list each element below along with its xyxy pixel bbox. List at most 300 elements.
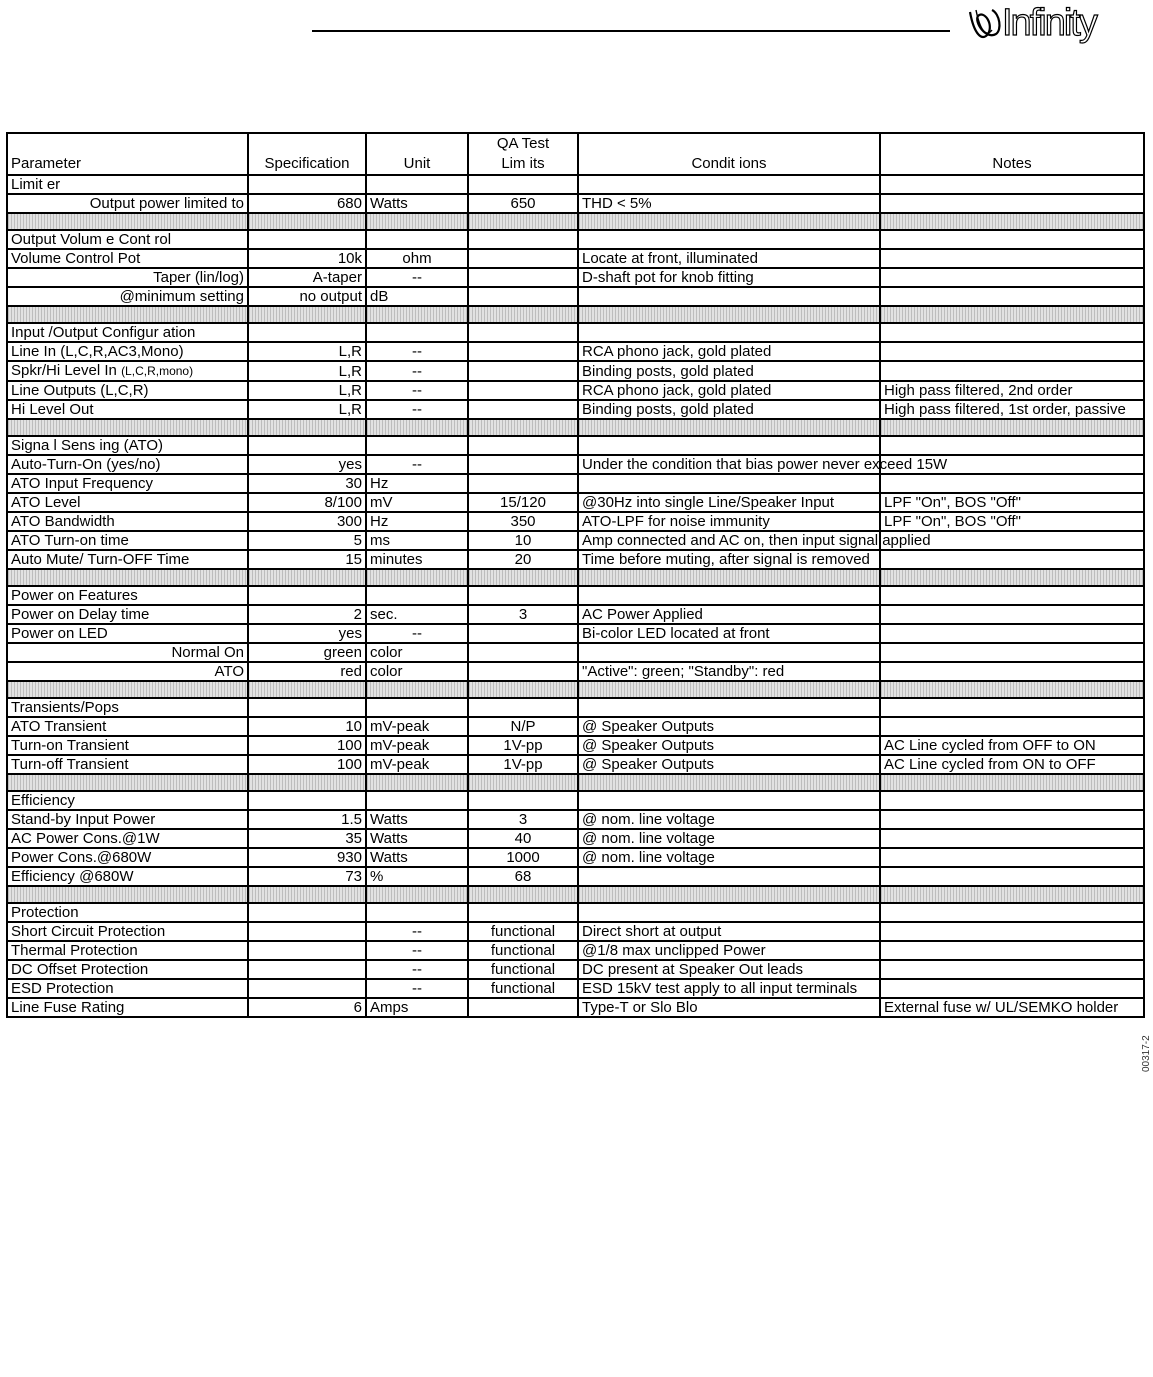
header-rule	[312, 30, 950, 32]
empty-cell	[578, 436, 880, 455]
cell-conditions: @ Speaker Outputs	[578, 736, 880, 755]
cell-specification: L,R	[248, 342, 366, 361]
cell-parameter: Line Fuse Rating	[7, 998, 248, 1017]
cell-specification: L,R	[248, 361, 366, 381]
separator-cell	[880, 569, 1144, 586]
cell-unit: --	[366, 960, 468, 979]
cell-notes: High pass filtered, 2nd order	[880, 381, 1144, 400]
cell-specification: 2	[248, 605, 366, 624]
cell-conditions: DC present at Speaker Out leads	[578, 960, 880, 979]
separator-cell	[880, 886, 1144, 903]
cell-parameter: Auto Mute/ Turn-OFF Time	[7, 550, 248, 569]
section-title: Protection	[7, 903, 248, 922]
cell-parameter: Power on Delay time	[7, 605, 248, 624]
qa-header-line2: Lim its	[501, 155, 545, 172]
separator-cell	[468, 419, 578, 436]
cell-qa-limit: 68	[468, 867, 578, 886]
cell-qa-limit: 1V-pp	[468, 736, 578, 755]
empty-cell	[578, 903, 880, 922]
empty-cell	[468, 791, 578, 810]
cell-parameter: ATO Turn-on time	[7, 531, 248, 550]
section-title: Limit er	[7, 175, 248, 194]
cell-unit: --	[366, 342, 468, 361]
cell-qa-limit	[468, 381, 578, 400]
cell-unit: Watts	[366, 848, 468, 867]
cell-notes	[880, 550, 1144, 569]
cell-notes	[880, 960, 1144, 979]
separator-cell	[880, 213, 1144, 230]
separator-cell	[366, 306, 468, 323]
empty-cell	[248, 230, 366, 249]
separator-cell	[248, 774, 366, 791]
cell-notes	[880, 194, 1144, 213]
section-separator	[7, 306, 1144, 323]
cell-notes	[880, 867, 1144, 886]
col-header-unit: Unit	[366, 133, 468, 175]
table-row	[7, 848, 1144, 867]
cell-parameter: Output power limited to	[7, 194, 248, 213]
cell-notes: AC Line cycled from OFF to ON	[880, 736, 1144, 755]
cell-parameter	[7, 361, 248, 381]
cell-unit: %	[366, 867, 468, 886]
cell-notes	[880, 268, 1144, 287]
cell-unit: Hz	[366, 512, 468, 531]
table-row	[7, 941, 1144, 960]
cell-unit: sec.	[366, 605, 468, 624]
cell-unit: dB	[366, 287, 468, 306]
empty-cell	[248, 586, 366, 605]
section-heading-row	[7, 586, 1144, 605]
empty-cell	[880, 586, 1144, 605]
cell-qa-limit: 650	[468, 194, 578, 213]
empty-cell	[366, 175, 468, 194]
table-row	[7, 287, 1144, 306]
table-row	[7, 249, 1144, 268]
empty-cell	[578, 586, 880, 605]
empty-cell	[468, 698, 578, 717]
cell-notes	[880, 848, 1144, 867]
separator-cell	[880, 306, 1144, 323]
cell-specification: 1.5	[248, 810, 366, 829]
separator-cell	[578, 886, 880, 903]
separator-cell	[880, 774, 1144, 791]
empty-cell	[578, 791, 880, 810]
cell-conditions: Time before muting, after signal is removed	[578, 550, 880, 569]
cell-specification: 5	[248, 531, 366, 550]
cell-parameter: Line In (L,C,R,AC3,Mono)	[7, 342, 248, 361]
cell-specification: 15	[248, 550, 366, 569]
cell-parameter: Short Circuit Protection	[7, 922, 248, 941]
separator-cell	[578, 213, 880, 230]
cell-qa-limit	[468, 998, 578, 1017]
cell-notes	[880, 249, 1144, 268]
separator-cell	[468, 681, 578, 698]
empty-cell	[366, 903, 468, 922]
separator-cell	[248, 681, 366, 698]
cell-specification: L,R	[248, 381, 366, 400]
cell-qa-limit: 3	[468, 605, 578, 624]
cell-qa-limit	[468, 474, 578, 493]
cell-parameter: DC Offset Protection	[7, 960, 248, 979]
table-row	[7, 381, 1144, 400]
cell-conditions: @ nom. line voltage	[578, 810, 880, 829]
section-heading-row	[7, 698, 1144, 717]
empty-cell	[366, 230, 468, 249]
cell-specification: 6	[248, 998, 366, 1017]
col-header-qa-limits	[468, 133, 578, 175]
cell-qa-limit: functional	[468, 979, 578, 998]
cell-parameter: ATO Transient	[7, 717, 248, 736]
spec-table	[6, 132, 1145, 1018]
cell-conditions: @ Speaker Outputs	[578, 755, 880, 774]
cell-qa-limit: functional	[468, 960, 578, 979]
section-separator	[7, 681, 1144, 698]
cell-notes	[880, 624, 1144, 643]
cell-qa-limit	[468, 400, 578, 419]
separator-cell	[7, 419, 248, 436]
col-header-specification: Specification	[248, 133, 366, 175]
cell-specification: 10k	[248, 249, 366, 268]
separator-cell	[7, 569, 248, 586]
cell-unit: mV-peak	[366, 736, 468, 755]
separator-cell	[7, 681, 248, 698]
cell-conditions: THD < 5%	[578, 194, 880, 213]
cell-qa-limit	[468, 287, 578, 306]
empty-cell	[248, 436, 366, 455]
cell-specification: 10	[248, 717, 366, 736]
cell-conditions	[578, 867, 880, 886]
table-row	[7, 643, 1144, 662]
separator-cell	[366, 569, 468, 586]
empty-cell	[578, 698, 880, 717]
cell-qa-limit	[468, 249, 578, 268]
section-title: Output Volum e Cont rol	[7, 230, 248, 249]
cell-specification: yes	[248, 455, 366, 474]
section-title: Signa l Sens ing (ATO)	[7, 436, 248, 455]
separator-cell	[366, 886, 468, 903]
section-separator	[7, 569, 1144, 586]
cell-specification: red	[248, 662, 366, 681]
separator-cell	[248, 419, 366, 436]
cell-notes: LPF "On", BOS "Off"	[880, 493, 1144, 512]
table-row	[7, 194, 1144, 213]
table-row	[7, 605, 1144, 624]
cell-parameter: Hi Level Out	[7, 400, 248, 419]
separator-cell	[7, 774, 248, 791]
cell-conditions: Locate at front, illuminated	[578, 249, 880, 268]
cell-notes	[880, 643, 1144, 662]
cell-qa-limit	[468, 268, 578, 287]
separator-cell	[578, 419, 880, 436]
section-title: Input /Output Configur ation	[7, 323, 248, 342]
cell-conditions	[578, 474, 880, 493]
empty-cell	[578, 230, 880, 249]
cell-specification	[248, 941, 366, 960]
section-title: Transients/Pops	[7, 698, 248, 717]
table-row	[7, 979, 1144, 998]
cell-specification: 73	[248, 867, 366, 886]
separator-cell	[578, 681, 880, 698]
separator-cell	[7, 213, 248, 230]
cell-specification	[248, 979, 366, 998]
table-row	[7, 550, 1144, 569]
cell-specification: no output	[248, 287, 366, 306]
cell-unit: --	[366, 941, 468, 960]
empty-cell	[468, 230, 578, 249]
cell-parameter: Efficiency @680W	[7, 867, 248, 886]
empty-cell	[366, 791, 468, 810]
cell-unit: --	[366, 361, 468, 381]
table-row	[7, 455, 1144, 474]
cell-parameter: @minimum setting	[7, 287, 248, 306]
cell-qa-limit	[468, 455, 578, 474]
table-row	[7, 531, 1144, 550]
section-title: Efficiency	[7, 791, 248, 810]
cell-conditions: Amp connected and AC on, then input signal applied	[578, 531, 880, 550]
section-separator	[7, 774, 1144, 791]
cell-qa-limit: 20	[468, 550, 578, 569]
col-header-notes: Notes	[880, 133, 1144, 175]
cell-unit: --	[366, 455, 468, 474]
cell-qa-limit: functional	[468, 941, 578, 960]
separator-cell	[248, 213, 366, 230]
section-separator	[7, 419, 1144, 436]
cell-notes	[880, 287, 1144, 306]
cell-parameter: Taper (lin/log)	[7, 268, 248, 287]
cell-unit: Watts	[366, 810, 468, 829]
table-row	[7, 474, 1144, 493]
cell-qa-limit: 10	[468, 531, 578, 550]
empty-cell	[248, 323, 366, 342]
cell-notes	[880, 662, 1144, 681]
cell-specification: 30	[248, 474, 366, 493]
table-row	[7, 736, 1144, 755]
cell-parameter: Normal On	[7, 643, 248, 662]
cell-conditions: Under the condition that bias power never exceed 15W	[578, 455, 880, 474]
cell-conditions	[578, 643, 880, 662]
cell-qa-limit	[468, 662, 578, 681]
separator-cell	[468, 306, 578, 323]
cell-notes	[880, 810, 1144, 829]
cell-conditions: Type-T or Slo Blo	[578, 998, 880, 1017]
cell-conditions: Binding posts, gold plated	[578, 361, 880, 381]
cell-conditions: @1/8 max unclipped Power	[578, 941, 880, 960]
empty-cell	[578, 323, 880, 342]
cell-specification: 680	[248, 194, 366, 213]
infinity-swirl-icon	[966, 4, 1006, 44]
cell-notes	[880, 342, 1144, 361]
cell-unit: ohm	[366, 249, 468, 268]
section-heading-row	[7, 791, 1144, 810]
cell-parameter: ATO Bandwidth	[7, 512, 248, 531]
cell-qa-limit	[468, 643, 578, 662]
separator-cell	[248, 569, 366, 586]
empty-cell	[880, 698, 1144, 717]
cell-parameter: ESD Protection	[7, 979, 248, 998]
section-heading-row	[7, 175, 1144, 194]
empty-cell	[468, 323, 578, 342]
cell-conditions: ESD 15kV test apply to all input terminals	[578, 979, 880, 998]
cell-parameter: Power Cons.@680W	[7, 848, 248, 867]
header-row	[7, 133, 1144, 175]
separator-cell	[7, 306, 248, 323]
cell-qa-limit	[468, 361, 578, 381]
cell-conditions: Bi-color LED located at front	[578, 624, 880, 643]
cell-parameter: Thermal Protection	[7, 941, 248, 960]
cell-qa-limit: 350	[468, 512, 578, 531]
separator-cell	[366, 213, 468, 230]
separator-cell	[880, 681, 1144, 698]
cell-qa-limit	[468, 624, 578, 643]
section-title: Power on Features	[7, 586, 248, 605]
table-row	[7, 268, 1144, 287]
cell-unit: Watts	[366, 829, 468, 848]
section-heading-row	[7, 323, 1144, 342]
table-row	[7, 361, 1144, 381]
separator-cell	[7, 886, 248, 903]
parameter-sublabel: (L,C,R,mono)	[121, 364, 194, 378]
table-row	[7, 493, 1144, 512]
cell-unit: ms	[366, 531, 468, 550]
table-row	[7, 624, 1144, 643]
cell-notes: High pass filtered, 1st order, passive	[880, 400, 1144, 419]
cell-qa-limit: 1V-pp	[468, 755, 578, 774]
cell-specification: L,R	[248, 400, 366, 419]
cell-parameter: Volume Control Pot	[7, 249, 248, 268]
empty-cell	[366, 586, 468, 605]
empty-cell	[468, 903, 578, 922]
cell-specification: 8/100	[248, 493, 366, 512]
brand-name: Infinity	[1002, 2, 1096, 44]
empty-cell	[880, 436, 1144, 455]
cell-conditions	[578, 287, 880, 306]
cell-notes: AC Line cycled from ON to OFF	[880, 755, 1144, 774]
separator-cell	[366, 774, 468, 791]
empty-cell	[366, 436, 468, 455]
cell-parameter: ATO Level	[7, 493, 248, 512]
margin-code: 00317-2	[1141, 1035, 1152, 1072]
cell-qa-limit: 15/120	[468, 493, 578, 512]
cell-unit: --	[366, 400, 468, 419]
cell-specification	[248, 922, 366, 941]
section-heading-row	[7, 903, 1144, 922]
cell-unit: Amps	[366, 998, 468, 1017]
cell-notes: External fuse w/ UL/SEMKO holder	[880, 998, 1144, 1017]
separator-cell	[468, 886, 578, 903]
separator-cell	[578, 306, 880, 323]
cell-specification: 100	[248, 755, 366, 774]
cell-qa-limit: 40	[468, 829, 578, 848]
col-header-conditions: Condit ions	[578, 133, 880, 175]
empty-cell	[468, 436, 578, 455]
cell-unit: --	[366, 979, 468, 998]
empty-cell	[366, 323, 468, 342]
empty-cell	[366, 698, 468, 717]
cell-specification: 300	[248, 512, 366, 531]
col-header-parameter: Parameter	[7, 133, 248, 175]
cell-parameter: Power on LED	[7, 624, 248, 643]
section-separator	[7, 886, 1144, 903]
table-row	[7, 810, 1144, 829]
table-row	[7, 755, 1144, 774]
separator-cell	[880, 419, 1144, 436]
cell-parameter: AC Power Cons.@1W	[7, 829, 248, 848]
section-separator	[7, 213, 1144, 230]
cell-notes	[880, 829, 1144, 848]
cell-specification: A-taper	[248, 268, 366, 287]
cell-unit: Hz	[366, 474, 468, 493]
infinity-logo	[962, 0, 1132, 48]
empty-cell	[468, 175, 578, 194]
empty-cell	[578, 175, 880, 194]
cell-parameter: ATO	[7, 662, 248, 681]
separator-cell	[578, 569, 880, 586]
cell-notes	[880, 979, 1144, 998]
cell-notes	[880, 474, 1144, 493]
empty-cell	[248, 698, 366, 717]
cell-specification: 930	[248, 848, 366, 867]
cell-notes	[880, 941, 1144, 960]
section-heading-row	[7, 230, 1144, 249]
cell-conditions: Direct short at output	[578, 922, 880, 941]
cell-specification: green	[248, 643, 366, 662]
cell-unit: --	[366, 624, 468, 643]
empty-cell	[880, 791, 1144, 810]
section-heading-row	[7, 436, 1144, 455]
cell-conditions: @ Speaker Outputs	[578, 717, 880, 736]
separator-cell	[248, 306, 366, 323]
empty-cell	[880, 903, 1144, 922]
separator-cell	[468, 213, 578, 230]
cell-conditions: Binding posts, gold plated	[578, 400, 880, 419]
separator-cell	[578, 774, 880, 791]
cell-unit: --	[366, 268, 468, 287]
cell-conditions: RCA phono jack, gold plated	[578, 342, 880, 361]
cell-specification: 35	[248, 829, 366, 848]
cell-qa-limit: N/P	[468, 717, 578, 736]
cell-parameter: Turn-off Transient	[7, 755, 248, 774]
cell-conditions: AC Power Applied	[578, 605, 880, 624]
cell-unit: --	[366, 922, 468, 941]
table-row	[7, 512, 1144, 531]
cell-parameter: Turn-on Transient	[7, 736, 248, 755]
separator-cell	[248, 886, 366, 903]
cell-conditions: @ nom. line voltage	[578, 829, 880, 848]
cell-qa-limit: 1000	[468, 848, 578, 867]
empty-cell	[248, 175, 366, 194]
cell-parameter: Line Outputs (L,C,R)	[7, 381, 248, 400]
separator-cell	[366, 681, 468, 698]
cell-parameter: Stand-by Input Power	[7, 810, 248, 829]
empty-cell	[880, 230, 1144, 249]
table-row	[7, 922, 1144, 941]
table-row	[7, 662, 1144, 681]
table-row	[7, 342, 1144, 361]
cell-conditions: @ nom. line voltage	[578, 848, 880, 867]
table-row	[7, 829, 1144, 848]
cell-conditions: RCA phono jack, gold plated	[578, 381, 880, 400]
cell-unit: mV-peak	[366, 755, 468, 774]
cell-qa-limit	[468, 342, 578, 361]
empty-cell	[880, 323, 1144, 342]
cell-conditions: ATO-LPF for noise immunity	[578, 512, 880, 531]
empty-cell	[880, 175, 1144, 194]
cell-qa-limit: functional	[468, 922, 578, 941]
empty-cell	[468, 586, 578, 605]
cell-specification: 100	[248, 736, 366, 755]
cell-unit: color	[366, 643, 468, 662]
separator-cell	[366, 419, 468, 436]
